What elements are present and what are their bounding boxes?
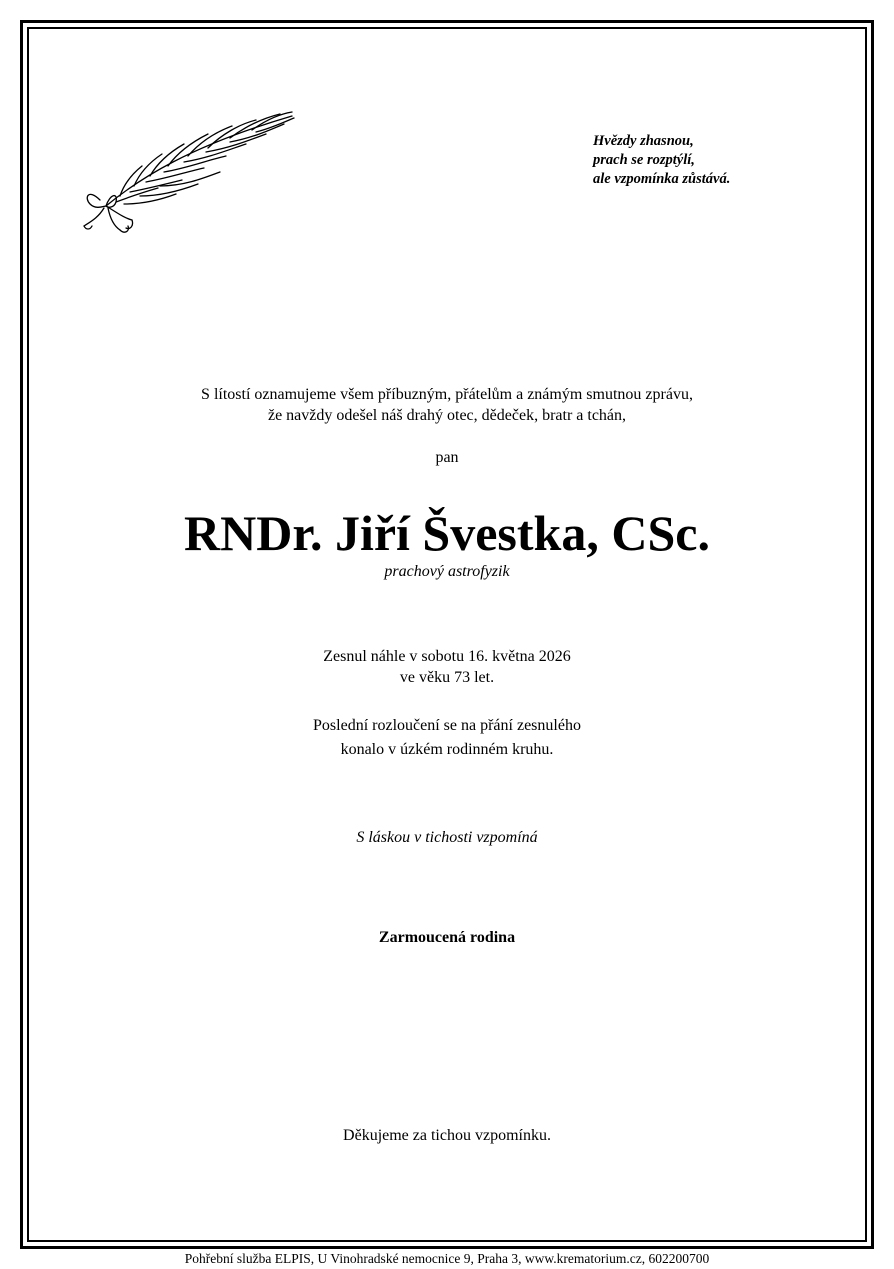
- remembrance-text: S láskou v tichosti vzpomíná: [356, 829, 538, 846]
- death-date-line: Zesnul náhle v sobotu 16. května 2026: [323, 648, 571, 665]
- deceased-profession: prachový astrofyzik: [384, 563, 510, 580]
- family-signature: Zarmoucená rodina: [378, 929, 516, 946]
- farewell-notice: [28, 714, 866, 762]
- announcement-line: S lítostí oznamujeme všem příbuzným, přátelům a známým smutnou zprávu,: [201, 386, 693, 403]
- palm-branch-icon: [80, 108, 298, 236]
- funeral-service-footer: Pohřební služba ELPIS, U Vinohradské nemocnice 9, Praha 3, www.krematorium.cz, 602200700: [184, 1251, 710, 1266]
- announcement-text: [28, 384, 866, 426]
- death-notice: [28, 646, 866, 688]
- farewell-line: konalo v úzkém rodinném kruhu.: [340, 741, 554, 758]
- deceased-name: RNDr. Jiří Švestka, CSc.: [184, 505, 710, 561]
- motto-quote: [593, 132, 730, 189]
- honorific: pan: [435, 449, 459, 466]
- farewell-line: Poslední rozloučení se na přání zesnulého: [313, 717, 581, 734]
- motto-line: prach se rozptýlí,: [593, 152, 695, 168]
- thanks-text: Děkujeme za tichou vzpomínku.: [343, 1127, 551, 1144]
- motto-line: Hvězdy zhasnou,: [593, 133, 694, 149]
- death-age-line: ve věku 73 let.: [399, 669, 495, 686]
- motto-line: ale vzpomínka zůstává.: [593, 171, 731, 187]
- announcement-line: že navždy odešel náš drahý otec, dědeček, bratr a tchán,: [267, 407, 627, 424]
